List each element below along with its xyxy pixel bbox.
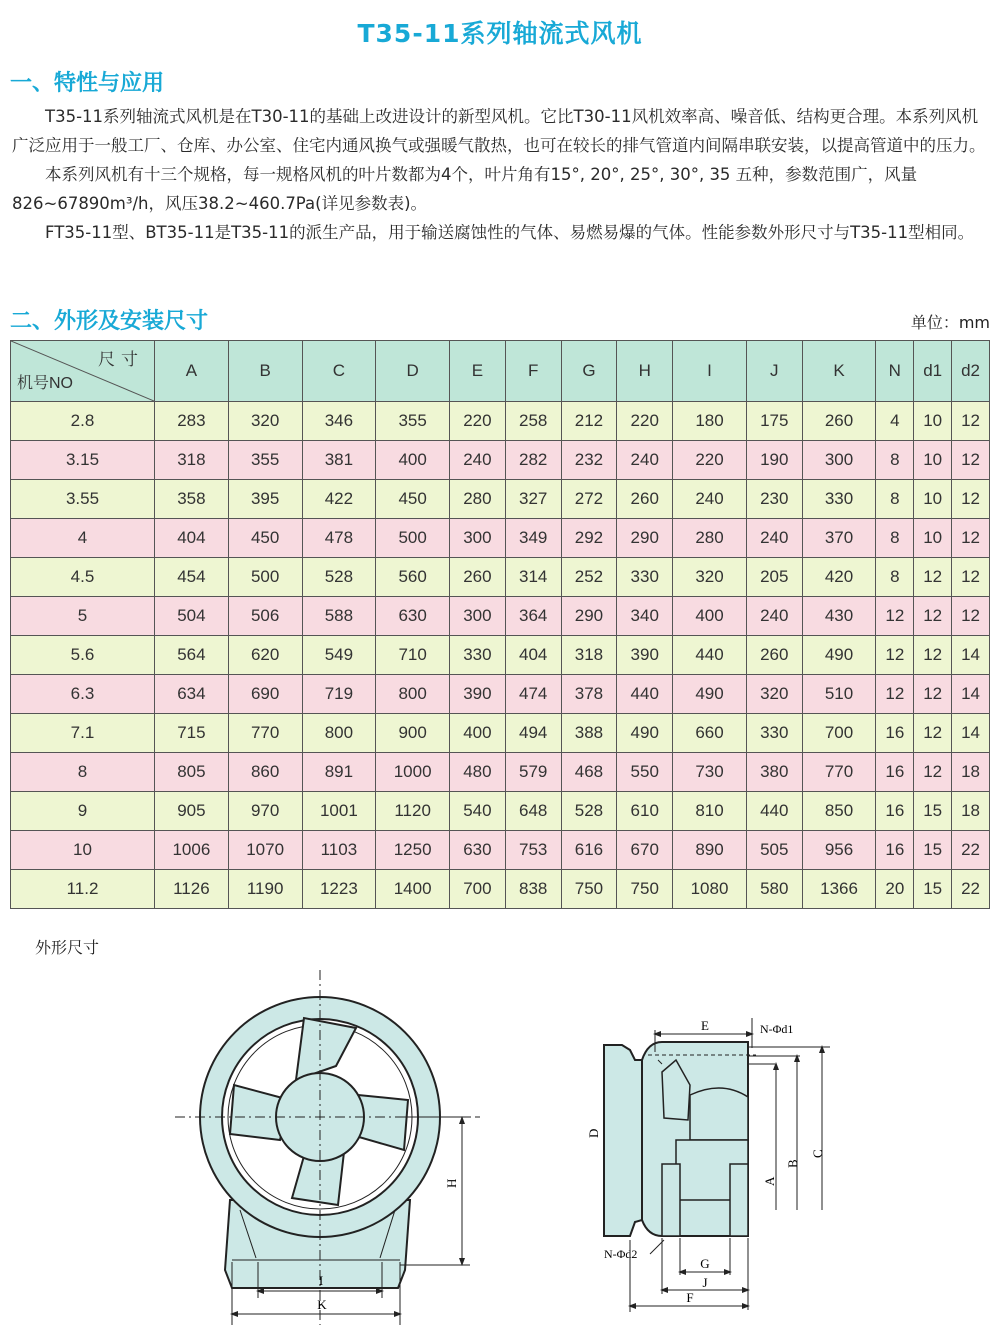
dimension-cell: 330 <box>617 558 673 597</box>
table-row <box>11 714 990 753</box>
side-inlet-flange <box>604 1045 642 1236</box>
table-corner-cell <box>11 341 155 402</box>
dimension-cell: 330 <box>746 714 802 753</box>
dimension-cell: 230 <box>746 480 802 519</box>
dimension-cell: 12 <box>952 480 990 519</box>
dimension-cell: 364 <box>505 597 561 636</box>
model-number-cell: 4 <box>11 519 155 558</box>
dimension-cell: 16 <box>876 714 914 753</box>
unit-label: 单位：mm <box>910 313 990 332</box>
dimension-cell: 770 <box>802 753 876 792</box>
dimension-cell: 260 <box>802 402 876 441</box>
dimension-cell: 290 <box>617 519 673 558</box>
dimension-cell: 212 <box>561 402 617 441</box>
section-1-body <box>12 102 990 247</box>
dimension-cell: 220 <box>450 402 506 441</box>
table-row <box>11 675 990 714</box>
label-e: E <box>701 1018 709 1033</box>
corner-label-model: 机号NO <box>17 375 74 392</box>
dimension-cell: 12 <box>914 597 952 636</box>
dimension-cell: 550 <box>617 753 673 792</box>
section-1-heading: 一、特性与应用 <box>10 71 165 96</box>
dimension-cell: 355 <box>376 402 450 441</box>
model-number-cell: 3.15 <box>11 441 155 480</box>
label-h: H <box>444 1178 459 1188</box>
dimension-cell: 330 <box>450 636 506 675</box>
fan-dimension-drawing <box>0 960 1000 1335</box>
dimension-cell: 260 <box>617 480 673 519</box>
dimension-cell: 180 <box>673 402 747 441</box>
dimension-cell: 454 <box>155 558 229 597</box>
dimension-cell: 860 <box>228 753 302 792</box>
dimension-cell: 730 <box>673 753 747 792</box>
dimension-cell: 15 <box>914 831 952 870</box>
dimension-cell: 1400 <box>376 870 450 909</box>
model-number-cell: 7.1 <box>11 714 155 753</box>
dimension-cell: 260 <box>450 558 506 597</box>
dimension-cell: 800 <box>376 675 450 714</box>
table-row <box>11 792 990 831</box>
dimension-cell: 430 <box>802 597 876 636</box>
dimension-cell: 494 <box>505 714 561 753</box>
column-header: N <box>876 341 914 402</box>
dimension-cell: 474 <box>505 675 561 714</box>
dimension-table <box>10 340 990 909</box>
label-b: B <box>785 1159 800 1168</box>
dimension-cell: 490 <box>617 714 673 753</box>
dimension-cell: 205 <box>746 558 802 597</box>
column-header: A <box>155 341 229 402</box>
dimension-cell: 381 <box>302 441 376 480</box>
dimension-cell: 420 <box>802 558 876 597</box>
dimension-cell: 330 <box>802 480 876 519</box>
dimension-cell: 10 <box>914 519 952 558</box>
dimension-cell: 468 <box>561 753 617 792</box>
dimension-cell: 12 <box>914 675 952 714</box>
dimension-cell: 290 <box>561 597 617 636</box>
dimension-cell: 719 <box>302 675 376 714</box>
dimension-cell: 378 <box>561 675 617 714</box>
dimension-cell: 700 <box>450 870 506 909</box>
dimension-cell: 630 <box>376 597 450 636</box>
dimension-cell: 400 <box>673 597 747 636</box>
dimension-cell: 616 <box>561 831 617 870</box>
dimension-cell: 282 <box>505 441 561 480</box>
dimension-cell: 480 <box>450 753 506 792</box>
dimension-cell: 390 <box>450 675 506 714</box>
model-number-cell: 11.2 <box>11 870 155 909</box>
dimension-cell: 750 <box>617 870 673 909</box>
dimension-cell: 400 <box>450 714 506 753</box>
column-header: E <box>450 341 506 402</box>
column-header: F <box>505 341 561 402</box>
dimension-cell: 549 <box>302 636 376 675</box>
dimension-cell: 404 <box>505 636 561 675</box>
dimension-cell: 890 <box>673 831 747 870</box>
dimension-cell: 750 <box>561 870 617 909</box>
dimension-cell: 240 <box>617 441 673 480</box>
label-d: D <box>586 1128 601 1138</box>
dimension-cell: 630 <box>450 831 506 870</box>
column-header: I <box>673 341 747 402</box>
dimension-cell: 12 <box>952 441 990 480</box>
table-row <box>11 519 990 558</box>
column-header: H <box>617 341 673 402</box>
dimension-cell: 753 <box>505 831 561 870</box>
dimension-cell: 670 <box>617 831 673 870</box>
dimension-cell: 506 <box>228 597 302 636</box>
dimension-cell: 22 <box>952 831 990 870</box>
dimension-cell: 440 <box>746 792 802 831</box>
dimension-cell: 390 <box>617 636 673 675</box>
dimension-cell: 260 <box>746 636 802 675</box>
dimension-cell: 283 <box>155 402 229 441</box>
dimension-cell: 564 <box>155 636 229 675</box>
label-f: F <box>686 1290 694 1305</box>
column-header: D <box>376 341 450 402</box>
dimension-cell: 715 <box>155 714 229 753</box>
dimension-cell: 232 <box>561 441 617 480</box>
dimension-cell: 12 <box>876 675 914 714</box>
dimension-cell: 8 <box>876 441 914 480</box>
dimension-cell: 540 <box>450 792 506 831</box>
dimension-cell: 20 <box>876 870 914 909</box>
label-n-d1: N-Φd1 <box>760 1022 794 1036</box>
dimension-cell: 505 <box>746 831 802 870</box>
dimension-cell: 380 <box>746 753 802 792</box>
model-number-cell: 5.6 <box>11 636 155 675</box>
dimension-cell: 355 <box>228 441 302 480</box>
label-n-d2: N-Φd2 <box>604 1247 638 1261</box>
dimension-cell: 1126 <box>155 870 229 909</box>
dimension-cell: 12 <box>952 402 990 441</box>
dimension-cell: 1366 <box>802 870 876 909</box>
dimension-cell: 16 <box>876 831 914 870</box>
dimension-cell: 1006 <box>155 831 229 870</box>
dimension-cell: 690 <box>228 675 302 714</box>
label-i: I <box>318 1273 324 1288</box>
dimension-cell: 905 <box>155 792 229 831</box>
column-header: J <box>746 341 802 402</box>
dimension-cell: 388 <box>561 714 617 753</box>
dimension-cell: 560 <box>376 558 450 597</box>
dimension-cell: 620 <box>228 636 302 675</box>
dimension-cell: 240 <box>746 519 802 558</box>
dimension-cell: 8 <box>876 519 914 558</box>
dimension-cell: 528 <box>561 792 617 831</box>
label-c: C <box>810 1149 825 1158</box>
dimension-cell: 800 <box>302 714 376 753</box>
dimension-cell: 404 <box>155 519 229 558</box>
dimension-cell: 528 <box>302 558 376 597</box>
model-number-cell: 2.8 <box>11 402 155 441</box>
column-header: B <box>228 341 302 402</box>
dimension-cell: 1000 <box>376 753 450 792</box>
dimension-cell: 504 <box>155 597 229 636</box>
dimension-cell: 891 <box>302 753 376 792</box>
table-row <box>11 753 990 792</box>
column-header: d1 <box>914 341 952 402</box>
dimension-cell: 1070 <box>228 831 302 870</box>
column-header: K <box>802 341 876 402</box>
dimension-cell: 320 <box>746 675 802 714</box>
dimension-cell: 280 <box>673 519 747 558</box>
table-row <box>11 831 990 870</box>
section-2-heading: 二、外形及安装尺寸 <box>10 309 209 334</box>
dimension-cell: 510 <box>802 675 876 714</box>
dimension-cell: 1190 <box>228 870 302 909</box>
dimension-cell: 1103 <box>302 831 376 870</box>
dimension-cell: 900 <box>376 714 450 753</box>
dimension-cell: 18 <box>952 792 990 831</box>
dimension-cell: 240 <box>673 480 747 519</box>
dimension-cell: 1080 <box>673 870 747 909</box>
dimension-cell: 327 <box>505 480 561 519</box>
side-foot-right <box>730 1164 748 1236</box>
dimension-cell: 292 <box>561 519 617 558</box>
paragraph-2: 本系列风机有十三个规格，每一规格风机的叶片数都为4个，叶片角有15°, 20°, 25°, 30°, 35 五种，参数范围广，风量826~67890m³/h，风压38.2~460.7Pa(详见参数表)。 <box>12 165 918 213</box>
dimension-cell: 660 <box>673 714 747 753</box>
paragraph-1: T35-11系列轴流式风机是在T30-11的基础上改进设计的新型风机。它比T30-11风机效率高、噪音低、结构更合理。本系列风机广泛应用于一般工厂、仓库、办公室、住宅内通风换气或强暖气散热，也可在较长的排气管道内间隔串联安装，以提高管道中的压力。 <box>12 107 986 155</box>
table-row <box>11 402 990 441</box>
dimension-cell: 450 <box>376 480 450 519</box>
dimension-cell: 10 <box>914 402 952 441</box>
dimension-cell: 12 <box>914 714 952 753</box>
dimension-cell: 4 <box>876 402 914 441</box>
dimension-cell: 700 <box>802 714 876 753</box>
dimension-cell: 12 <box>952 597 990 636</box>
dimension-cell: 220 <box>617 402 673 441</box>
page-title: T35-11系列轴流式风机 <box>357 19 643 48</box>
dimension-cell: 18 <box>952 753 990 792</box>
dimension-cell: 1001 <box>302 792 376 831</box>
dimension-cell: 450 <box>228 519 302 558</box>
dimension-cell: 15 <box>914 792 952 831</box>
dimension-cell: 440 <box>617 675 673 714</box>
column-header: d2 <box>952 341 990 402</box>
table-header-row <box>11 341 990 402</box>
dimension-cell: 838 <box>505 870 561 909</box>
column-header: C <box>302 341 376 402</box>
table-row <box>11 636 990 675</box>
model-number-cell: 3.55 <box>11 480 155 519</box>
dimension-cell: 175 <box>746 402 802 441</box>
model-number-cell: 8 <box>11 753 155 792</box>
front-view <box>175 970 480 1325</box>
table-row <box>11 558 990 597</box>
dimension-cell: 422 <box>302 480 376 519</box>
dimension-cell: 500 <box>228 558 302 597</box>
dimension-cell: 358 <box>155 480 229 519</box>
dimension-cell: 258 <box>505 402 561 441</box>
dimension-cell: 252 <box>561 558 617 597</box>
model-number-cell: 6.3 <box>11 675 155 714</box>
dimension-cell: 710 <box>376 636 450 675</box>
dimension-cell: 400 <box>376 441 450 480</box>
dimension-cell: 300 <box>450 597 506 636</box>
dimension-cell: 8 <box>876 480 914 519</box>
dimension-cell: 10 <box>914 441 952 480</box>
model-number-cell: 5 <box>11 597 155 636</box>
dimension-cell: 240 <box>450 441 506 480</box>
dimension-cell: 440 <box>673 636 747 675</box>
dimension-cell: 320 <box>673 558 747 597</box>
dimension-cell: 370 <box>802 519 876 558</box>
dimension-cell: 12 <box>952 519 990 558</box>
table-row <box>11 480 990 519</box>
column-header: G <box>561 341 617 402</box>
table-row <box>11 870 990 909</box>
dimension-cell: 579 <box>505 753 561 792</box>
model-number-cell: 4.5 <box>11 558 155 597</box>
side-foot-left <box>662 1164 680 1236</box>
model-number-cell: 10 <box>11 831 155 870</box>
dimension-cell: 10 <box>914 480 952 519</box>
dimension-cell: 648 <box>505 792 561 831</box>
dimension-cell: 1120 <box>376 792 450 831</box>
side-hub <box>690 1088 748 1140</box>
dimension-cell: 805 <box>155 753 229 792</box>
dimension-cell: 478 <box>302 519 376 558</box>
dimension-cell: 240 <box>746 597 802 636</box>
dimension-cell: 190 <box>746 441 802 480</box>
dimension-cell: 490 <box>673 675 747 714</box>
dimension-cell: 346 <box>302 402 376 441</box>
model-number-cell: 9 <box>11 792 155 831</box>
dimension-cell: 634 <box>155 675 229 714</box>
dimension-cell: 1223 <box>302 870 376 909</box>
dimension-cell: 272 <box>561 480 617 519</box>
dimension-cell: 970 <box>228 792 302 831</box>
label-a: A <box>762 1176 777 1186</box>
table-row <box>11 597 990 636</box>
dimension-cell: 490 <box>802 636 876 675</box>
corner-label-dimension: 尺寸 <box>98 350 144 369</box>
label-k: K <box>317 1297 327 1312</box>
dimension-cell: 14 <box>952 675 990 714</box>
dimension-cell: 588 <box>302 597 376 636</box>
dimension-cell: 770 <box>228 714 302 753</box>
dimension-cell: 318 <box>155 441 229 480</box>
table-body <box>11 402 990 909</box>
dimension-cell: 22 <box>952 870 990 909</box>
dimension-cell: 12 <box>914 558 952 597</box>
dimension-cell: 349 <box>505 519 561 558</box>
dimension-cell: 1250 <box>376 831 450 870</box>
side-view <box>586 1018 830 1312</box>
dimension-cell: 300 <box>802 441 876 480</box>
dimension-cell: 16 <box>876 792 914 831</box>
dimension-cell: 320 <box>228 402 302 441</box>
dimension-cell: 280 <box>450 480 506 519</box>
dimension-cell: 500 <box>376 519 450 558</box>
dimension-cell: 12 <box>876 636 914 675</box>
dimension-cell: 300 <box>450 519 506 558</box>
dimension-cell: 810 <box>673 792 747 831</box>
dimension-cell: 14 <box>952 636 990 675</box>
table-row <box>11 441 990 480</box>
dimension-cell: 318 <box>561 636 617 675</box>
dimension-cell: 580 <box>746 870 802 909</box>
dimension-cell: 16 <box>876 753 914 792</box>
dimension-cell: 314 <box>505 558 561 597</box>
dimension-cell: 12 <box>876 597 914 636</box>
dimension-cell: 220 <box>673 441 747 480</box>
dimension-cell: 12 <box>914 636 952 675</box>
dimension-cell: 14 <box>952 714 990 753</box>
dimension-cell: 12 <box>914 753 952 792</box>
dimension-cell: 8 <box>876 558 914 597</box>
label-j: J <box>702 1275 708 1290</box>
dimension-cell: 395 <box>228 480 302 519</box>
dimension-cell: 12 <box>952 558 990 597</box>
label-g: G <box>700 1256 710 1271</box>
drawing-caption: 外形尺寸 <box>35 938 100 957</box>
dimension-cell: 610 <box>617 792 673 831</box>
dimension-cell: 340 <box>617 597 673 636</box>
dimension-cell: 850 <box>802 792 876 831</box>
dimension-cell: 956 <box>802 831 876 870</box>
paragraph-3: FT35-11型、BT35-11是T35-11的派生产品，用于输送腐蚀性的气体、易燃易爆的气体。性能参数外形尺寸与T35-11型相同。 <box>45 223 975 242</box>
dimension-cell: 15 <box>914 870 952 909</box>
